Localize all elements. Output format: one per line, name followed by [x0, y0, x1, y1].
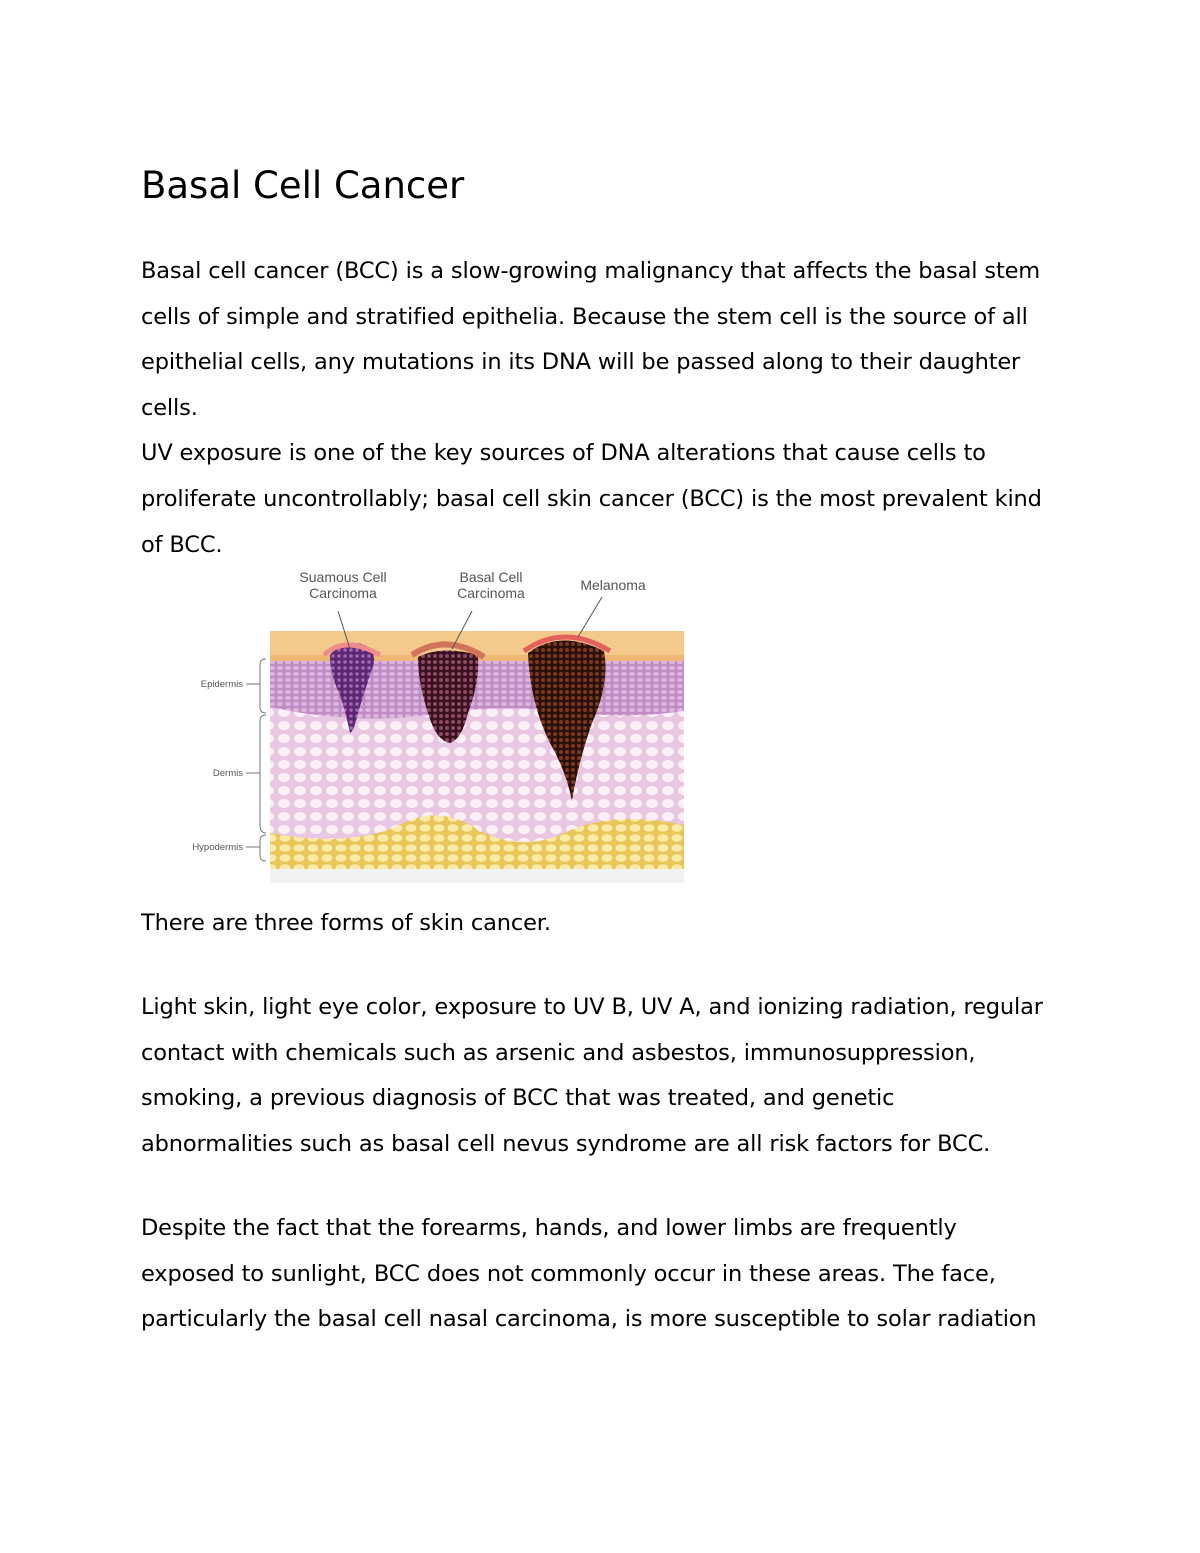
text-line: contact with chemicals such as arsenic and asbestos, immunosuppression,: [141, 1039, 976, 1066]
text-line: Despite the fact that the forearms, hands, and lower limbs are frequently: [141, 1215, 957, 1241]
epidermis-label: Epidermis: [200, 679, 243, 690]
risk-factors-paragraph: [141, 985, 1071, 1167]
forms-paragraph: [141, 901, 1071, 947]
melanoma-label: Melanoma: [580, 577, 646, 593]
text-line: cells.: [141, 394, 198, 421]
location-paragraph: [141, 1206, 1071, 1343]
scc-label-line2: Carcinoma: [309, 585, 377, 601]
bcc-label-line1: Basal Cell: [459, 569, 523, 585]
skin-cancer-diagram: [180, 563, 700, 895]
document-title: Basal Cell Cancer: [141, 164, 465, 207]
bcc-label-line2: Carcinoma: [457, 585, 525, 601]
text-line: UV exposure is one of the key sources of DNA alterations that cause cells to: [141, 440, 986, 467]
epidermis-brace: [260, 659, 266, 713]
scc-label-line1: Suamous Cell: [299, 569, 387, 585]
text-line: smoking, a previous diagnosis of BCC that was treated, and genetic: [141, 1085, 895, 1112]
hypodermis-label: Hypodermis: [192, 842, 243, 853]
text-line: of BCC.: [141, 531, 223, 558]
dermis-label: Dermis: [212, 768, 243, 779]
text-line: Basal cell cancer (BCC) is a slow-growing malignancy that affects the basal stem: [141, 258, 1041, 284]
text-line: exposed to sunlight, BCC does not commonly occur in these areas. The face,: [141, 1260, 996, 1287]
dermis-brace: [260, 715, 266, 833]
text-line: There are three forms of skin cancer.: [141, 910, 551, 936]
text-line: epithelial cells, any mutations in its DNA will be passed along to their daughter: [141, 349, 1021, 376]
text-line: proliferate uncontrollably; basal cell skin cancer (BCC) is the most prevalent kind: [141, 485, 1042, 512]
text-line: Light skin, light eye color, exposure to UV B, UV A, and ionizing radiation, regular: [141, 994, 1043, 1020]
text-line: particularly the basal cell nasal carcinoma, is more susceptible to solar radiation: [141, 1306, 1037, 1333]
intro-paragraph: [141, 249, 1071, 568]
text-line: cells of simple and stratified epithelia. Because the stem cell is the source of all: [141, 303, 1028, 330]
hypodermis-brace: [260, 835, 266, 861]
text-line: abnormalities such as basal cell nevus syndrome are all risk factors for BCC.: [141, 1130, 991, 1157]
